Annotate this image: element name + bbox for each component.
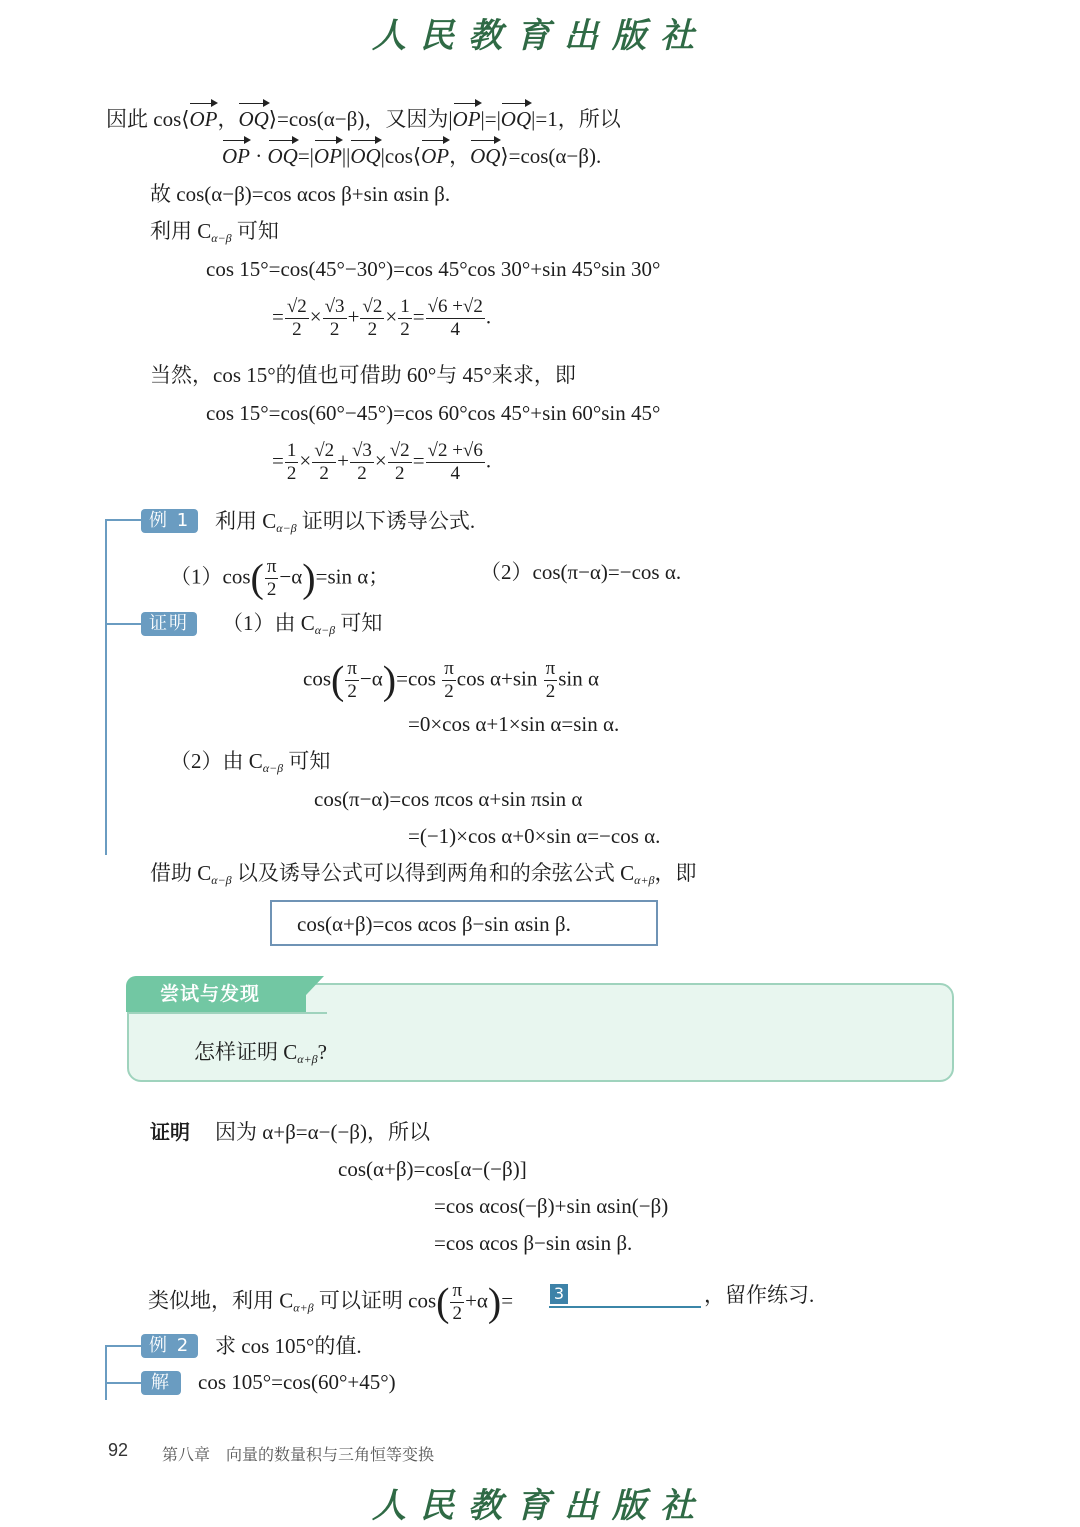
text: ，即 <box>654 861 697 885</box>
subscript: α−β <box>211 231 232 245</box>
operator: = <box>412 304 425 329</box>
proof1-equation1 <box>303 658 599 703</box>
page-number: 92 <box>108 1440 129 1460</box>
proof2-equation1: cos(π−α)=cos πcos α+sin πsin α <box>314 787 583 811</box>
using-c-minus <box>150 218 279 251</box>
numerator: √2 <box>362 296 383 317</box>
text: =cos <box>396 666 442 691</box>
denominator: 2 <box>357 463 367 484</box>
operator: × <box>374 448 387 473</box>
text: 以及诱导公式可以得到两角和的余弦公式 C <box>231 861 635 885</box>
text: ， <box>217 107 239 131</box>
text: |=| <box>480 107 501 131</box>
fraction <box>265 556 279 601</box>
chapter-title: 第八章 向量的数量积与三角恒等变换 <box>162 1445 435 1464</box>
text: =| <box>297 144 314 168</box>
operator: . <box>485 304 492 329</box>
proof2-label: 证明 <box>150 1120 190 1144</box>
fraction <box>360 296 384 341</box>
text: （1）由 C <box>222 611 315 635</box>
subscript: α−β <box>262 761 284 775</box>
operator: + <box>337 448 349 473</box>
vector-oq: OQ <box>267 144 298 168</box>
fraction <box>544 658 558 703</box>
text: （1）cos <box>170 564 251 589</box>
publisher-logo-top: 人民教育出版社 <box>372 16 708 56</box>
operator: + <box>347 304 360 329</box>
paren: ) <box>302 555 316 601</box>
vector-op: OP <box>189 107 218 131</box>
example1-item1 <box>170 556 389 601</box>
operator: × <box>309 304 322 329</box>
example2-question: 求 cos 105°的值. <box>215 1334 362 1358</box>
text: ， <box>449 144 471 168</box>
paren: ( <box>436 1279 450 1325</box>
numerator: √2 <box>314 440 335 461</box>
numerator: √3 <box>324 296 345 317</box>
proof2-eq2: =cos αcos(−β)+sin αsin(−β) <box>434 1194 669 1218</box>
text: 可知 <box>335 611 383 635</box>
paren: ) <box>487 1279 502 1325</box>
operator: . <box>485 448 492 473</box>
equation-cos15-a: cos 15°=cos(45°−30°)=cos 45°cos 30°+sin 45°sin 30° <box>206 257 661 281</box>
denominator: 2 <box>394 463 405 484</box>
denominator: 2 <box>319 463 329 484</box>
text: −α <box>359 666 383 691</box>
equation-dot-product <box>222 143 601 169</box>
paren: ( <box>250 555 264 601</box>
proof-connector <box>105 623 141 625</box>
text: =sin α； <box>315 564 390 589</box>
numerator: √2 +√6 <box>427 440 483 461</box>
text: ? <box>317 1040 327 1064</box>
operator: = <box>272 304 284 329</box>
text: sin α <box>558 666 600 691</box>
numerator: √2 <box>286 296 307 317</box>
vector-op: OP <box>452 107 481 131</box>
numerator: √2 <box>389 440 410 461</box>
fraction <box>285 440 299 485</box>
text: 利用 C <box>215 509 277 533</box>
denominator: 2 <box>329 319 340 340</box>
text: 可知 <box>231 219 279 243</box>
solution-badge: 解 <box>141 1371 181 1395</box>
alternative-approach: 当然，cos 15°的值也可借助 60°与 45°来求，即 <box>150 363 576 387</box>
vector-op: OP <box>313 144 342 168</box>
denominator: 2 <box>286 463 297 484</box>
text: |cos⟨ <box>380 144 422 168</box>
example2-solution: cos 105°=cos(60°+45°) <box>198 1370 396 1394</box>
text: cos α+sin <box>456 666 543 691</box>
fraction <box>285 296 309 341</box>
text: = <box>501 1288 514 1313</box>
publisher-logo-bottom: 人民教育出版社 <box>372 1486 708 1526</box>
proof2-line1: 因为 α+β=α−(−β)，所以 <box>215 1120 430 1144</box>
example1-title <box>215 508 475 541</box>
numerator: 1 <box>400 296 410 317</box>
operator: × <box>299 448 312 473</box>
proof2-eq3: =cos αcos β−sin αsin β. <box>434 1231 633 1255</box>
text: （2）由 C <box>170 749 263 773</box>
similar-exercise <box>148 1280 513 1325</box>
denominator: 4 <box>450 319 460 340</box>
proof2-eq1: cos(α+β)=cos[α−(−β)] <box>338 1157 527 1181</box>
proof1-equation2: =0×cos α+1×sin α=sin α. <box>408 712 620 736</box>
text: +α <box>465 1288 488 1313</box>
numerator: π <box>444 658 454 679</box>
fraction <box>345 658 359 703</box>
similar-exercise-end: ，留作练习. <box>704 1283 815 1307</box>
paren: ) <box>382 657 397 703</box>
sum-formula-intro <box>150 860 697 893</box>
text: |=1，所以 <box>531 107 621 131</box>
equation-cos15-a-result <box>272 296 491 341</box>
text: 可知 <box>283 749 331 773</box>
text: 利用 C <box>150 219 212 243</box>
proof2-intro <box>170 748 330 781</box>
equation-cos15-b-result <box>272 440 491 485</box>
numerator: π <box>452 1280 463 1301</box>
subscript: α−β <box>211 873 232 887</box>
fraction <box>323 296 347 341</box>
fraction <box>442 658 456 703</box>
sum-formula: cos(α+β)=cos αcos β−sin αsin β. <box>297 912 571 936</box>
proof-badge: 证明 <box>141 612 197 636</box>
solution-connector <box>105 1382 141 1384</box>
example1-connector <box>105 519 141 521</box>
example2-connector <box>105 1345 141 1347</box>
denominator: 2 <box>400 319 410 340</box>
denominator: 2 <box>545 681 556 702</box>
text: 因此 cos⟨ <box>106 107 190 131</box>
denominator: 2 <box>292 319 302 340</box>
numerator: √6 +√2 <box>427 296 483 317</box>
try-discover-label: 尝试与发现 <box>160 983 261 1005</box>
denominator: 2 <box>347 681 357 702</box>
subscript: α+β <box>293 1300 314 1315</box>
text: 类似地，利用 C <box>148 1288 294 1313</box>
vector-oq: OQ <box>238 107 269 131</box>
text: 可以证明 cos <box>313 1288 437 1313</box>
subscript: α+β <box>297 1052 318 1066</box>
fill-blank-line[interactable] <box>549 1306 701 1308</box>
text: 怎样证明 C <box>194 1040 298 1064</box>
operator: = <box>272 448 284 473</box>
equation-cos15-b: cos 15°=cos(60°−45°)=cos 60°cos 45°+sin 60°sin 45° <box>206 401 661 425</box>
denominator: 2 <box>367 319 378 340</box>
operator: = <box>412 448 425 473</box>
operator: × <box>385 304 398 329</box>
text: 借助 C <box>150 861 212 885</box>
try-discover-divider <box>127 1012 327 1014</box>
text: ⟩=cos(α−β)，又因为| <box>268 107 453 131</box>
vector-oq: OQ <box>470 144 501 168</box>
try-discover-tab-slant <box>290 976 324 1012</box>
text: cos <box>303 666 331 691</box>
subscript: α−β <box>314 623 336 637</box>
numerator: π <box>545 658 556 679</box>
numerator: π <box>266 556 277 577</box>
fraction <box>398 296 412 341</box>
subscript: α+β <box>634 873 655 887</box>
text: · <box>250 144 268 168</box>
denominator: 4 <box>450 463 460 484</box>
example1-badge: 例 1 <box>141 509 198 533</box>
fraction <box>426 440 485 485</box>
vector-oq: OQ <box>350 144 381 168</box>
text: || <box>341 144 351 168</box>
example2-bracket-line <box>105 1345 107 1400</box>
numerator: π <box>347 658 357 679</box>
vector-op: OP <box>222 144 250 168</box>
subscript: α−β <box>276 521 297 535</box>
proof1-intro <box>222 610 382 643</box>
fraction <box>388 440 412 485</box>
paren: ( <box>331 657 345 703</box>
conclusion-difference-formula: 故 cos(α−β)=cos αcos β+sin αsin β. <box>150 182 451 206</box>
text: −α <box>279 564 303 589</box>
try-discover-question <box>194 1039 327 1072</box>
fraction <box>426 296 485 341</box>
numerator: √3 <box>351 440 372 461</box>
paragraph-vector-cos <box>106 106 621 132</box>
blank-number-badge: 3 <box>550 1284 568 1304</box>
fraction <box>312 440 336 485</box>
denominator: 2 <box>444 681 454 702</box>
text: ⟩=cos(α−β). <box>500 144 602 168</box>
example1-bracket-line <box>105 519 107 855</box>
proof2-equation2: =(−1)×cos α+0×sin α=−cos α. <box>408 824 661 848</box>
example1-item2: （2）cos(π−α)=−cos α. <box>480 560 682 584</box>
text: 证明以下诱导公式. <box>296 509 476 533</box>
vector-op: OP <box>421 144 450 168</box>
example2-badge: 例 2 <box>141 1334 198 1358</box>
numerator: 1 <box>286 440 297 461</box>
fraction <box>350 440 374 485</box>
vector-oq: OQ <box>500 107 532 131</box>
denominator: 2 <box>266 579 277 600</box>
denominator: 2 <box>452 1303 463 1324</box>
fraction <box>450 1280 464 1325</box>
